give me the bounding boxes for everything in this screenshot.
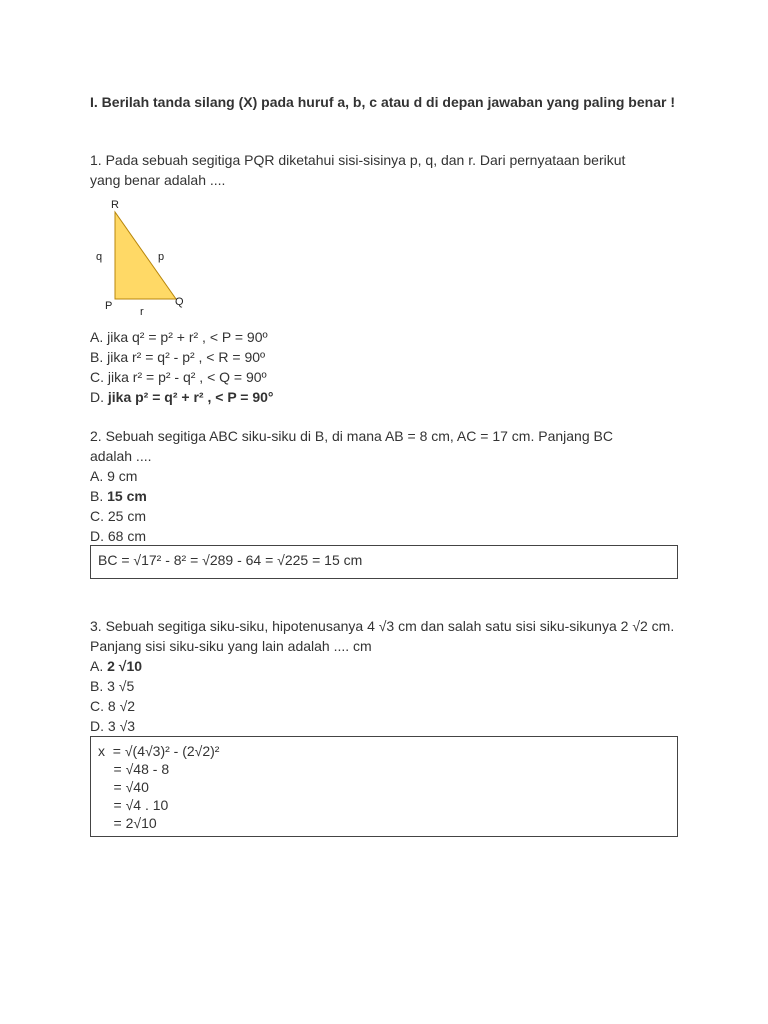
option-text: 68 cm [107,528,147,544]
option-letter: B. [90,488,108,504]
q1-option-a[interactable] [90,327,690,347]
option-text: 8 √2 [107,698,136,714]
triangle-pqr-figure [88,192,198,322]
q3-option-d[interactable] [90,716,690,736]
solution-line: x = √(4√3)² - (2√2)² [98,743,220,759]
question-1-options [90,327,690,407]
q1-option-b[interactable] [90,347,690,367]
q3-option-b[interactable] [90,676,690,696]
option-letter: B. [90,678,108,694]
option-text: jika r² = q² - p² , < R = 90º [107,349,266,365]
option-letter: A. [90,468,108,484]
option-text: 3 √5 [107,678,135,694]
question-3-solution-box [90,736,678,837]
q2-option-c[interactable] [90,506,690,526]
question-2-stem: 2. Sebuah segitiga ABC siku-siku di B, di mana AB = 8 cm, AC = 17 cm. Panjang BC adalah .... [90,428,613,464]
option-letter: D. [90,528,108,544]
vertex-p-label: P [105,300,113,312]
side-r-label: r [140,306,144,318]
q3-option-a[interactable] [90,656,690,676]
section-heading: I. Berilah tanda silang (X) pada huruf a, b, c atau d di depan jawaban yang paling benar ! [90,94,675,110]
q2-option-b[interactable] [90,486,690,506]
question-2-solution-box [90,545,678,579]
option-letter: C. [90,698,108,714]
question-1 [90,150,690,190]
option-text: 2 √10 [107,658,143,674]
option-letter: C. [90,508,108,524]
solution-line: = √48 - 8 [98,761,170,777]
option-letter: A. [90,329,108,345]
side-p-label: p [158,251,165,263]
question-3-stem: 3. Sebuah segitiga siku-siku, hipotenusanya 4 √3 cm dan salah satu sisi siku-sikunya 2 √2 cm. Panjang sisi siku-siku yang lain adalah .... cm [90,618,675,654]
solution-line: = 2√10 [98,815,157,831]
option-letter: C. [90,369,108,385]
q2-option-d[interactable] [90,526,690,546]
question-1-stem: 1. Pada sebuah segitiga PQR diketahui sisi-sisinya p, q, dan r. Dari pernyataan berikut yang benar adalah .... [90,152,626,188]
option-text: 9 cm [107,468,138,484]
solution-line: BC = √17² - 8² = √289 - 64 = √225 = 15 cm [98,552,363,568]
option-text: 25 cm [107,508,147,524]
option-text: 3 √3 [107,718,136,734]
q2-option-a[interactable] [90,466,690,486]
solution-line: = √4 . 10 [98,797,169,813]
option-letter: D. [90,389,108,405]
option-letter: B. [90,349,108,365]
option-text: jika q² = p² + r² , < P = 90º [107,329,268,345]
option-letter: D. [90,718,108,734]
question-2-options [90,466,690,546]
triangle-pqr [115,212,176,299]
question-3-options [90,656,690,736]
option-text: 15 cm [107,488,147,504]
option-letter: A. [90,658,108,674]
vertex-q-label: Q [175,296,184,308]
solution-line: = √40 [98,779,149,795]
question-2 [90,426,690,546]
option-text: jika p² = q² + r² , < P = 90° [107,389,274,405]
q3-option-c[interactable] [90,696,690,716]
q1-option-c[interactable] [90,367,690,387]
side-q-label: q [96,251,103,263]
vertex-r-label: R [111,199,119,211]
question-3 [90,616,690,736]
q1-option-d[interactable] [90,387,690,407]
option-text: jika r² = p² - q² , < Q = 90º [107,369,267,385]
